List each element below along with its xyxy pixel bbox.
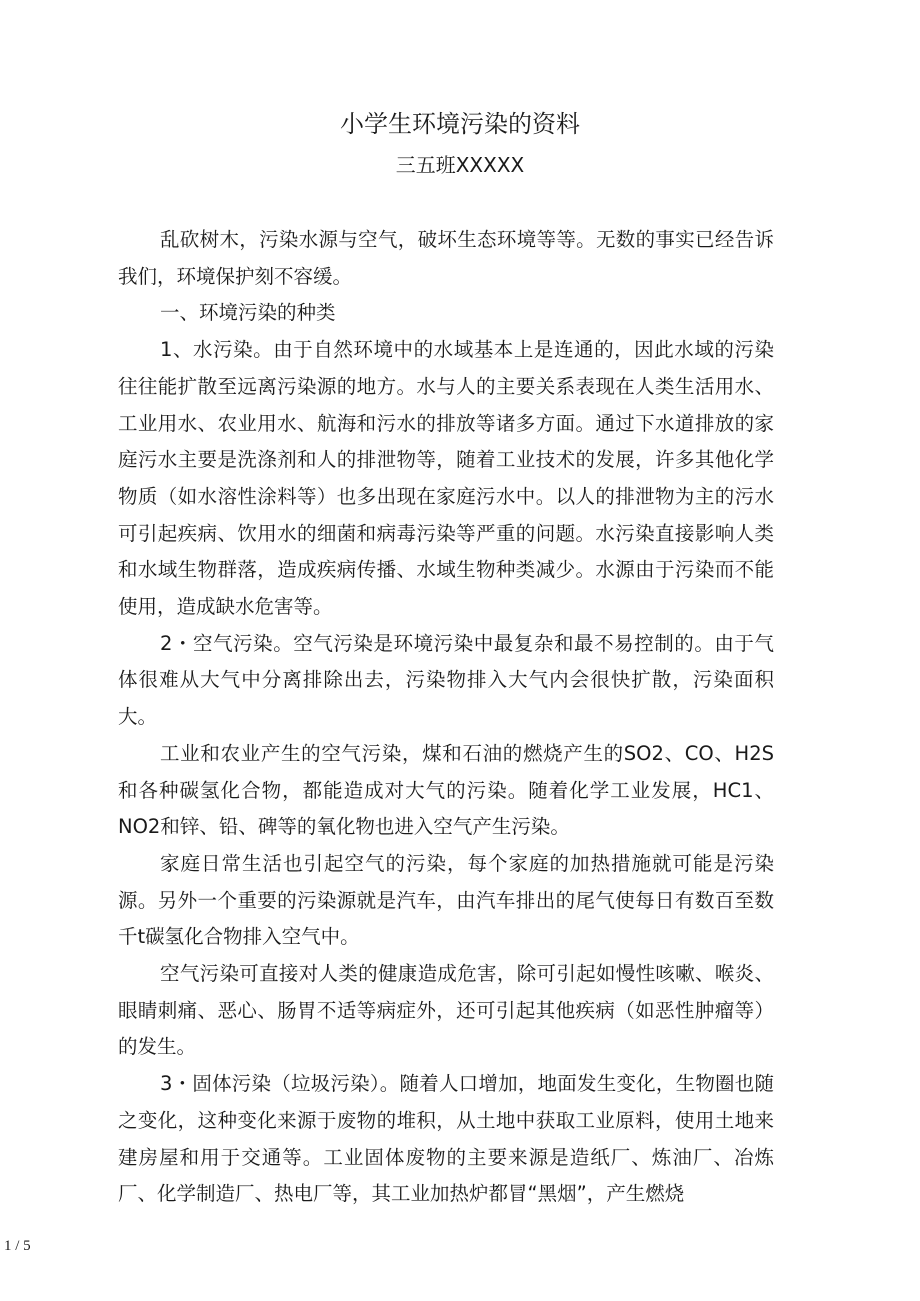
section-heading-pollution-types: 一、环境污染的种类	[160, 301, 336, 325]
paragraph-water-pollution: 1、水污染。由于自然环境中的水域基本上是连通的，因此水域的污染往往能扩散至远离污染源的地方。水与人的主要关系表现在人类生活用水、工业用水、农业用水、航海和污水的排放等诸多方面。通过下水道排放的家庭污水主要是洗涤剂和人的排泄物等，随着工业技术的发展，许多其他化学物质（如水溶性涂料等）也多出现在家庭污水中。以人的排泄物为主的污水可引起疾病、饮用水的细菌和病毒污染等严重的问题。水污染直接影响人类和水域生物群落，造成疾病传播、水域生物种类减少。水源由于污染而不能使用，造成缺水危害等。	[118, 338, 774, 619]
paragraph-industrial-air-pollution: 工业和农业产生的空气污染，煤和石油的燃烧产生的SO2、CO、H2S和各种碳氢化合物，都能造成对大气的污染。随着化学工业发展，HC1、NO2和锌、铅、碑等的氧化物也进入空气产生污染。	[118, 741, 774, 839]
page-number: 1 / 5	[4, 1238, 31, 1254]
paragraph-household-air-pollution: 家庭日常生活也引起空气的污染，每个家庭的加热措施就可能是污染源。另外一个重要的污染源就是汽车，由汽车排出的尾气使每日有数百至数千t碳氢化合物排入空气中。	[118, 851, 774, 949]
document-body	[118, 222, 774, 1213]
document-title: 小学生环境污染的资料	[340, 110, 580, 138]
document-subtitle: 三五班XXXXX	[395, 153, 525, 177]
paragraph-solid-pollution: 3・固体污染（垃圾污染）。随着人口增加，地面发生变化，生物圈也随之变化，这种变化来源于废物的堆积，从土地中获取工业原料，使用土地来建房屋和用于交通等。工业固体废物的主要来源是造纸厂、炼油厂、冶炼厂、化学制造厂、热电厂等，其工业加热炉都冒“黑烟”，产生燃烧	[118, 1072, 774, 1206]
paragraph-air-pollution: 2・空气污染。空气污染是环境污染中最复杂和最不易控制的。由于气体很难从大气中分离排除出去，污染物排入大气内会很快扩散，污染面积大。	[118, 631, 774, 729]
paragraph-air-pollution-health: 空气污染可直接对人类的健康造成危害，除可引起如慢性咳嗽、喉炎、眼睛刺痛、恶心、肠胃不适等病症外，还可引起其他疾病（如恶性肿瘤等）的发生。	[118, 962, 774, 1059]
paragraph-intro: 乱砍树木，污染水源与空气，破坏生态环境等等。无数的事实已经告诉我们，环境保护刻不容缓。	[118, 228, 774, 288]
